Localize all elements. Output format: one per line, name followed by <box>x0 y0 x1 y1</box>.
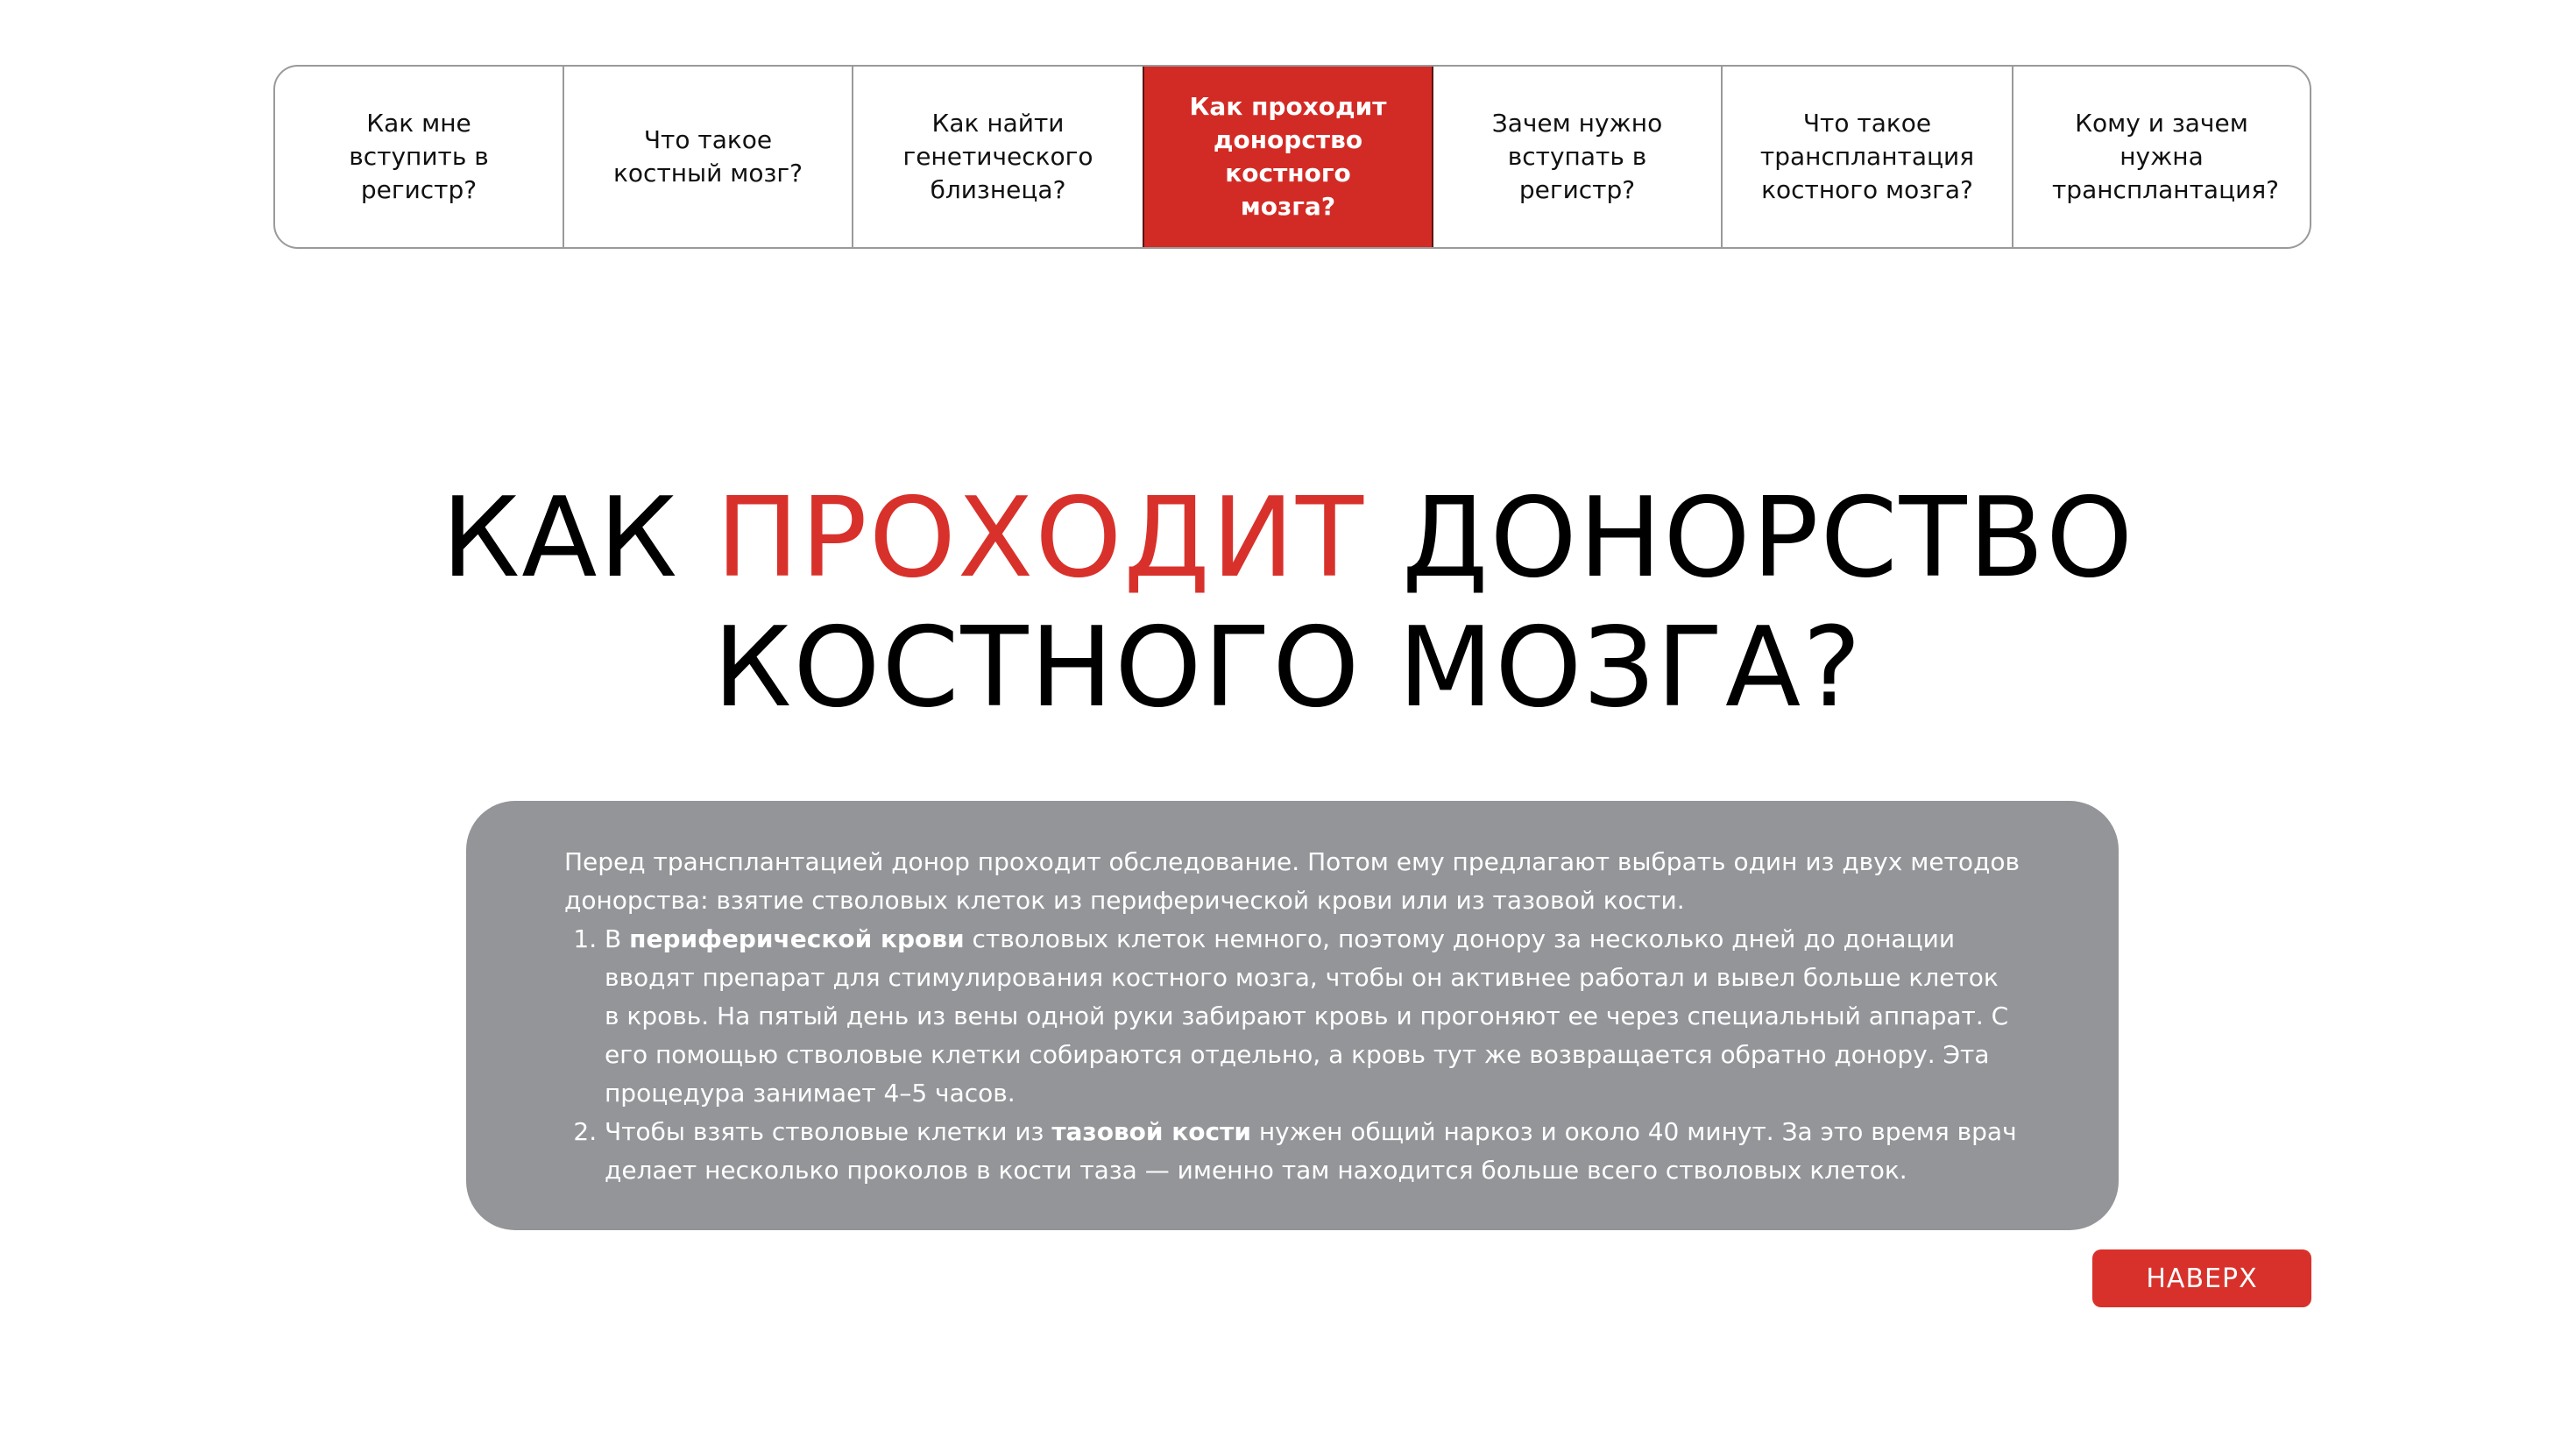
tab-donation-process[interactable] <box>1143 67 1433 247</box>
list-item <box>605 1113 2020 1190</box>
item-prefix: Чтобы взять стволовые клетки из <box>605 1117 1052 1146</box>
tab-label: Что такое костный мозг? <box>613 125 803 188</box>
back-to-top-button[interactable]: НАВЕРХ <box>2092 1249 2311 1307</box>
methods-list <box>564 920 2020 1190</box>
item-prefix: В <box>605 924 630 953</box>
item-text: стволовых клеток немного, поэтому донору за несколько дней до донации вводят препарат для стимулирования костного мозга, чтобы он активнее работал и вывел больше клеток в кровь. На пятый день из вены одной руки забирают кровь и прогоняют ее через специальный аппарат. С его помощью стволовые клетки собираются отдельно, а кровь тут же возвращается обратно донору. Эта процедура занимает 4–5 часов. <box>605 924 2009 1108</box>
tab-join-registry[interactable] <box>275 67 564 247</box>
page-title <box>0 473 2576 733</box>
tab-genetic-twin[interactable] <box>853 67 1144 247</box>
tab-transplantation[interactable] <box>1723 67 2013 247</box>
tab-label: Как мне вступить в регистр? <box>349 109 489 204</box>
tab-label: Что такое трансплантация костного мозга? <box>1759 109 1975 204</box>
tab-bone-marrow[interactable] <box>564 67 853 247</box>
tab-label: Кому и зачем нужна трансплантация? <box>2052 109 2280 204</box>
title-line2: КОСТНОГО МОЗГА? <box>712 603 1864 732</box>
tab-who-needs-transplant[interactable] <box>2013 67 2310 247</box>
item-bold: периферической крови <box>629 924 965 953</box>
tab-label: Зачем нужно вступать в регистр? <box>1491 109 1663 204</box>
tab-label: Как найти генетического близнеца? <box>902 109 1093 204</box>
topic-tabs <box>273 65 2311 249</box>
tab-why-join[interactable] <box>1433 67 1723 247</box>
title-accent: ПРОХОДИТ <box>715 473 1366 602</box>
item-bold: тазовой кости <box>1051 1117 1251 1146</box>
content-card <box>466 801 2119 1230</box>
list-item <box>605 920 2020 1113</box>
title-part2: ДОНОРСТВО <box>1365 473 2135 602</box>
title-part1: КАК <box>441 473 716 602</box>
intro-text: Перед трансплантацией донор проходит обследование. Потом ему предлагают выбрать один из двух методов донорства: взятие стволовых клеток из периферической крови или из тазовой кости. <box>564 847 2020 915</box>
item-text: нужен общий наркоз и около 40 минут. За это время врач делает несколько проколов в кости таза — именно там находится больше всего стволовых клеток. <box>605 1117 2017 1185</box>
tab-label: Как проходит донорство костного мозга? <box>1189 92 1387 221</box>
